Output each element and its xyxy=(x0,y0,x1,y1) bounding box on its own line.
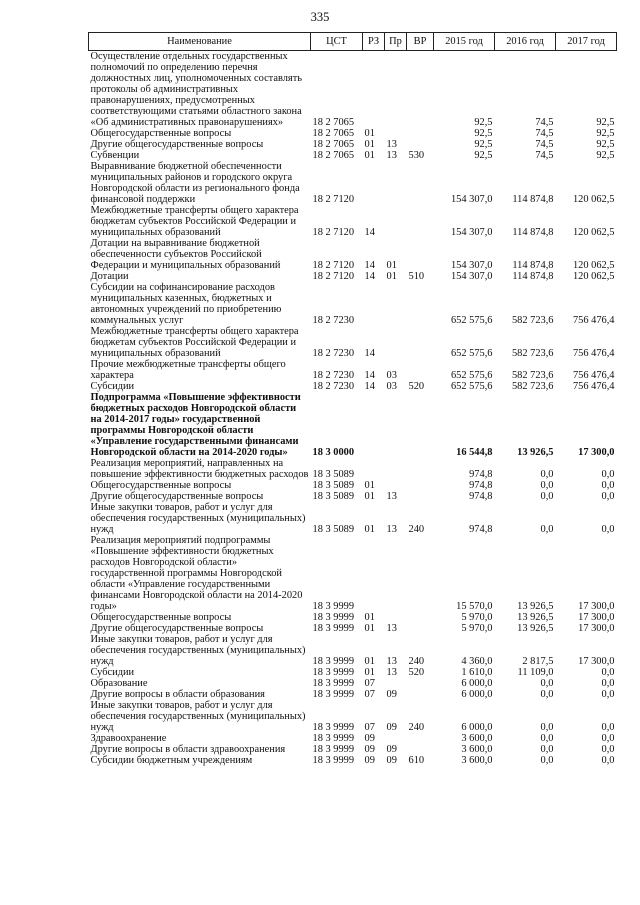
table-row xyxy=(89,381,617,392)
cell-vr: 520 xyxy=(408,667,425,678)
table-row xyxy=(89,271,617,282)
cell-vr xyxy=(407,238,434,271)
cell-code: 18 3 9999 xyxy=(312,733,355,744)
cell-vr xyxy=(407,128,434,139)
cell-vr xyxy=(407,51,434,129)
cell-y2015: 16 544,8 xyxy=(456,447,493,458)
cell-vr: 240 xyxy=(408,524,425,535)
cell-y2015: 3 600,0 xyxy=(461,755,493,766)
cell-y2017: 120 062,5 xyxy=(572,194,615,205)
cell-y2015: 92,5 xyxy=(474,117,493,128)
cell-name: Субсидии xyxy=(90,667,135,678)
cell-name: Общегосударственные вопросы xyxy=(90,612,232,623)
cell-y2015: 974,8 xyxy=(469,469,493,480)
cell-rz: 14 xyxy=(364,348,375,359)
cell-name: Другие общегосударственные вопросы xyxy=(90,491,264,502)
cell-vr xyxy=(407,480,434,491)
cell-y2017: 0,0 xyxy=(601,480,615,491)
cell-name: Общегосударственные вопросы xyxy=(90,128,232,139)
cell-vr xyxy=(407,744,434,755)
cell-y2015: 92,5 xyxy=(474,128,493,139)
cell-name: Иные закупки товаров, работ и услуг для обеспечения государственных (муниципальных) нужд xyxy=(90,700,306,733)
cell-y2015: 974,8 xyxy=(469,480,493,491)
cell-y2017: 0,0 xyxy=(601,667,615,678)
cell-y2017: 0,0 xyxy=(601,491,615,502)
cell-pr: 13 xyxy=(386,667,397,678)
cell-y2015: 15 570,0 xyxy=(456,601,493,612)
table-row xyxy=(89,755,617,766)
budget-table xyxy=(88,32,617,766)
table-row xyxy=(89,458,617,480)
cell-vr: 240 xyxy=(408,656,425,667)
cell-y2015: 5 970,0 xyxy=(461,612,493,623)
cell-name: Другие общегосударственные вопросы xyxy=(90,139,264,150)
header-2015: 2015 год xyxy=(434,33,495,51)
header-vr: ВР xyxy=(407,33,434,51)
cell-y2017: 0,0 xyxy=(601,689,615,700)
cell-y2015: 1 610,0 xyxy=(461,667,493,678)
table-row xyxy=(89,161,617,205)
cell-y2016: 74,5 xyxy=(535,139,554,150)
cell-y2017: 92,5 xyxy=(596,128,615,139)
cell-code: 18 3 9999 xyxy=(312,755,355,766)
cell-rz xyxy=(363,535,385,612)
cell-name: Иные закупки товаров, работ и услуг для обеспечения государственных (муниципальных) нужд xyxy=(90,634,306,667)
table-row xyxy=(89,359,617,381)
cell-y2017: 17 300,0 xyxy=(578,601,615,612)
cell-vr xyxy=(407,392,434,458)
cell-rz: 07 xyxy=(364,722,375,733)
cell-name: Межбюджетные трансферты общего характера бюджетам субъектов Российской Федерации и муниципальных образований xyxy=(90,205,299,238)
cell-rz: 07 xyxy=(364,678,375,689)
cell-code: 18 3 9999 xyxy=(312,667,355,678)
cell-pr xyxy=(385,733,407,744)
cell-y2016: 2 817,5 xyxy=(522,656,554,667)
table-row xyxy=(89,150,617,161)
table-row xyxy=(89,51,617,129)
cell-rz xyxy=(363,51,385,129)
table-row xyxy=(89,744,617,755)
cell-y2017: 120 062,5 xyxy=(572,227,615,238)
cell-pr xyxy=(385,161,407,205)
table-row xyxy=(89,535,617,612)
cell-y2015: 5 970,0 xyxy=(461,623,493,634)
table-row xyxy=(89,238,617,271)
cell-y2015: 3 600,0 xyxy=(461,733,493,744)
cell-rz: 14 xyxy=(364,370,375,381)
cell-vr xyxy=(407,458,434,480)
cell-rz: 14 xyxy=(364,260,375,271)
cell-pr xyxy=(385,458,407,480)
cell-y2016: 114 874,8 xyxy=(512,260,554,271)
cell-y2016: 13 926,5 xyxy=(517,623,554,634)
cell-name: Субсидии на софинансирование расходов муниципальных казенных, бюджетных и автономных учреждений по приобретению коммунальных услуг xyxy=(90,282,282,326)
cell-vr: 520 xyxy=(408,381,425,392)
table-row xyxy=(89,139,617,150)
cell-y2017: 17 300,0 xyxy=(578,656,615,667)
cell-pr: 09 xyxy=(386,689,397,700)
cell-code: 18 2 7065 xyxy=(312,139,355,150)
table-row xyxy=(89,700,617,733)
cell-pr: 13 xyxy=(386,623,397,634)
cell-y2016: 13 926,5 xyxy=(517,447,554,458)
table-row xyxy=(89,392,617,458)
cell-code: 18 3 9999 xyxy=(312,656,355,667)
page-number: 335 xyxy=(310,10,330,24)
cell-y2017: 17 300,0 xyxy=(578,612,615,623)
table-row xyxy=(89,128,617,139)
cell-pr: 09 xyxy=(386,744,397,755)
cell-name: Иные закупки товаров, работ и услуг для обеспечения государственных (муниципальных) нужд xyxy=(90,502,306,535)
cell-rz xyxy=(363,392,385,458)
cell-y2016: 0,0 xyxy=(540,469,554,480)
cell-name: Другие вопросы в области образования xyxy=(90,689,265,700)
cell-y2017: 17 300,0 xyxy=(578,447,615,458)
cell-y2015: 92,5 xyxy=(474,139,493,150)
cell-pr: 13 xyxy=(386,491,397,502)
cell-name: Здравоохранение xyxy=(90,733,167,744)
cell-y2017: 756 476,4 xyxy=(572,315,615,326)
cell-name: Субсидии бюджетным учреждениям xyxy=(90,755,253,766)
table-row xyxy=(89,667,617,678)
cell-y2017: 92,5 xyxy=(596,139,615,150)
cell-y2016: 74,5 xyxy=(535,150,554,161)
cell-pr: 13 xyxy=(386,150,397,161)
cell-name: Осуществление отдельных государственных полномочий по определению перечня должностных лиц, уполномоченных составлять протоколы об административных правонарушениях, предусмотренных соответствующими статьями областного закона «Об административных правонарушениях» xyxy=(90,51,302,128)
cell-code: 18 2 7230 xyxy=(312,370,355,381)
cell-y2016: 582 723,6 xyxy=(511,381,554,392)
table-row xyxy=(89,480,617,491)
cell-y2015: 154 307,0 xyxy=(450,194,493,205)
cell-code: 18 2 7120 xyxy=(312,194,355,205)
cell-code: 18 2 7230 xyxy=(312,315,355,326)
cell-code: 18 2 7065 xyxy=(312,128,355,139)
cell-y2016: 114 874,8 xyxy=(512,271,554,282)
table-body xyxy=(89,51,617,767)
cell-code: 18 3 9999 xyxy=(312,678,355,689)
cell-name: Дотации xyxy=(90,271,129,282)
cell-code: 18 2 7230 xyxy=(312,348,355,359)
cell-name: Другие вопросы в области здравоохранения xyxy=(90,744,286,755)
cell-y2016: 0,0 xyxy=(540,733,554,744)
table-row xyxy=(89,678,617,689)
cell-pr xyxy=(385,51,407,129)
cell-pr xyxy=(385,535,407,612)
cell-y2016: 582 723,6 xyxy=(511,370,554,381)
cell-code: 18 3 5089 xyxy=(312,480,355,491)
cell-code: 18 3 9999 xyxy=(312,601,355,612)
cell-y2017: 92,5 xyxy=(596,150,615,161)
cell-y2015: 6 000,0 xyxy=(461,689,493,700)
cell-rz: 01 xyxy=(364,139,375,150)
cell-rz: 01 xyxy=(364,524,375,535)
cell-name: Другие общегосударственные вопросы xyxy=(90,623,264,634)
cell-pr xyxy=(385,612,407,623)
cell-y2017: 0,0 xyxy=(601,733,615,744)
cell-vr xyxy=(407,161,434,205)
header-rz: РЗ xyxy=(363,33,385,51)
cell-pr: 03 xyxy=(386,370,397,381)
cell-rz: 09 xyxy=(364,744,375,755)
cell-vr xyxy=(407,205,434,238)
cell-rz xyxy=(363,282,385,326)
cell-rz: 07 xyxy=(364,689,375,700)
header-pr: Пр xyxy=(385,33,407,51)
cell-y2016: 74,5 xyxy=(535,128,554,139)
cell-vr xyxy=(407,612,434,623)
cell-rz: 09 xyxy=(364,755,375,766)
cell-y2017: 756 476,4 xyxy=(572,381,615,392)
cell-y2017: 0,0 xyxy=(601,722,615,733)
cell-name: Дотации на выравнивание бюджетной обеспеченности субъектов Российской Федерации и муниципальных образований xyxy=(90,238,281,271)
cell-pr xyxy=(385,128,407,139)
cell-y2015: 6 000,0 xyxy=(461,722,493,733)
cell-y2017: 0,0 xyxy=(601,755,615,766)
cell-name: Выравнивание бюджетной обеспеченности муниципальных районов и городского округа Новгородской области из регионального фонда финансовой поддержки xyxy=(90,161,300,205)
cell-name: Подпрограмма «Повышение эффективности бюджетных расходов Новгородской области на 2014-2017 годы» государственной программы Новгородской области «Управление государственными финансами Новгородской области на 2014-2020 годы» xyxy=(90,392,301,458)
table-row xyxy=(89,634,617,667)
cell-rz: 01 xyxy=(364,128,375,139)
cell-pr: 13 xyxy=(386,139,397,150)
header-name: Наименование xyxy=(89,33,311,51)
cell-y2016: 74,5 xyxy=(535,117,554,128)
cell-pr xyxy=(385,326,407,359)
cell-y2017: 120 062,5 xyxy=(572,260,615,271)
cell-y2015: 652 575,6 xyxy=(450,315,493,326)
cell-rz: 01 xyxy=(364,656,375,667)
cell-vr xyxy=(407,623,434,634)
header-code: ЦСТ xyxy=(311,33,363,51)
table-row xyxy=(89,623,617,634)
cell-name: Реализация мероприятий подпрограммы «Повышение эффективности бюджетных расходов Новгородской области» государственной программы Новгородской области «Управление государственными финансами Новгородской области на 2014-2020 годы» xyxy=(90,535,303,612)
cell-rz: 14 xyxy=(364,227,375,238)
cell-vr xyxy=(407,282,434,326)
cell-y2015: 6 000,0 xyxy=(461,678,493,689)
cell-vr xyxy=(407,359,434,381)
cell-name: Реализация мероприятий, направленных на повышение эффективности бюджетных расходов xyxy=(90,458,309,480)
cell-code: 18 3 5089 xyxy=(312,524,355,535)
cell-pr xyxy=(385,678,407,689)
cell-code: 18 2 7120 xyxy=(312,260,355,271)
cell-pr xyxy=(385,480,407,491)
cell-rz: 01 xyxy=(364,623,375,634)
cell-code: 18 3 0000 xyxy=(312,447,355,458)
cell-rz: 01 xyxy=(364,150,375,161)
cell-code: 18 3 9999 xyxy=(312,623,355,634)
cell-pr: 03 xyxy=(386,381,397,392)
cell-y2016: 0,0 xyxy=(540,678,554,689)
cell-y2017: 0,0 xyxy=(601,524,615,535)
cell-y2017: 756 476,4 xyxy=(572,370,615,381)
cell-y2017: 120 062,5 xyxy=(572,271,615,282)
cell-y2016: 0,0 xyxy=(540,744,554,755)
cell-name: Образование xyxy=(90,678,148,689)
cell-y2015: 4 360,0 xyxy=(461,656,493,667)
cell-pr xyxy=(385,392,407,458)
cell-y2017: 0,0 xyxy=(601,678,615,689)
table-row xyxy=(89,612,617,623)
table-row xyxy=(89,282,617,326)
table-row xyxy=(89,733,617,744)
cell-y2015: 652 575,6 xyxy=(450,381,493,392)
cell-rz: 01 xyxy=(364,480,375,491)
cell-y2015: 974,8 xyxy=(469,524,493,535)
cell-y2016: 0,0 xyxy=(540,491,554,502)
cell-code: 18 3 5089 xyxy=(312,491,355,502)
cell-code: 18 2 7120 xyxy=(312,227,355,238)
cell-code: 18 2 7230 xyxy=(312,381,355,392)
cell-y2015: 154 307,0 xyxy=(450,271,493,282)
cell-rz xyxy=(363,161,385,205)
cell-code: 18 3 9999 xyxy=(312,722,355,733)
cell-pr: 01 xyxy=(386,271,397,282)
cell-y2015: 154 307,0 xyxy=(450,227,493,238)
cell-y2016: 582 723,6 xyxy=(511,348,554,359)
cell-y2016: 11 109,0 xyxy=(517,667,554,678)
cell-y2017: 756 476,4 xyxy=(572,348,615,359)
cell-name: Межбюджетные трансферты общего характера бюджетам субъектов Российской Федерации и муниципальных образований xyxy=(90,326,299,359)
cell-y2017: 92,5 xyxy=(596,117,615,128)
cell-y2015: 974,8 xyxy=(469,491,493,502)
cell-pr: 13 xyxy=(386,524,397,535)
cell-pr: 09 xyxy=(386,755,397,766)
cell-vr xyxy=(407,139,434,150)
cell-name: Общегосударственные вопросы xyxy=(90,480,232,491)
cell-y2015: 652 575,6 xyxy=(450,348,493,359)
table-header xyxy=(89,33,617,51)
cell-y2017: 17 300,0 xyxy=(578,623,615,634)
cell-y2016: 0,0 xyxy=(540,722,554,733)
table-row xyxy=(89,205,617,238)
cell-code: 18 2 7120 xyxy=(312,271,355,282)
header-2016: 2016 год xyxy=(495,33,556,51)
cell-rz: 14 xyxy=(364,271,375,282)
cell-code: 18 2 7065 xyxy=(312,117,355,128)
cell-y2016: 13 926,5 xyxy=(517,601,554,612)
cell-vr xyxy=(407,326,434,359)
cell-vr xyxy=(407,678,434,689)
cell-code: 18 2 7065 xyxy=(312,150,355,161)
cell-y2017: 0,0 xyxy=(601,744,615,755)
table-row xyxy=(89,491,617,502)
table-row xyxy=(89,689,617,700)
cell-y2016: 0,0 xyxy=(540,689,554,700)
cell-name: Субсидии xyxy=(90,381,135,392)
header-2017: 2017 год xyxy=(556,33,617,51)
cell-pr: 01 xyxy=(386,260,397,271)
cell-vr: 610 xyxy=(408,755,425,766)
cell-pr xyxy=(385,282,407,326)
cell-vr xyxy=(407,689,434,700)
cell-y2015: 154 307,0 xyxy=(450,260,493,271)
cell-pr xyxy=(385,205,407,238)
cell-y2016: 0,0 xyxy=(540,480,554,491)
cell-vr xyxy=(407,535,434,612)
cell-vr xyxy=(407,733,434,744)
cell-y2015: 652 575,6 xyxy=(450,370,493,381)
cell-y2016: 13 926,5 xyxy=(517,612,554,623)
cell-y2016: 114 874,8 xyxy=(512,194,554,205)
table-row xyxy=(89,502,617,535)
cell-y2015: 92,5 xyxy=(474,150,493,161)
cell-rz: 01 xyxy=(364,612,375,623)
cell-y2016: 0,0 xyxy=(540,524,554,535)
cell-code: 18 3 9999 xyxy=(312,744,355,755)
cell-vr: 510 xyxy=(408,271,425,282)
cell-y2016: 582 723,6 xyxy=(511,315,554,326)
cell-rz: 09 xyxy=(364,733,375,744)
cell-rz: 01 xyxy=(364,491,375,502)
cell-y2016: 0,0 xyxy=(540,755,554,766)
cell-y2016: 114 874,8 xyxy=(512,227,554,238)
cell-name: Прочие межбюджетные трансферты общего характера xyxy=(90,359,286,381)
cell-rz xyxy=(363,458,385,480)
cell-pr: 13 xyxy=(386,656,397,667)
cell-y2015: 3 600,0 xyxy=(461,744,493,755)
cell-name: Субвенции xyxy=(90,150,140,161)
cell-vr xyxy=(407,491,434,502)
cell-code: 18 3 9999 xyxy=(312,689,355,700)
cell-vr: 530 xyxy=(408,150,425,161)
cell-code: 18 3 5089 xyxy=(312,469,355,480)
cell-rz: 14 xyxy=(364,381,375,392)
cell-vr: 240 xyxy=(408,722,425,733)
table-row xyxy=(89,326,617,359)
cell-rz: 01 xyxy=(364,667,375,678)
cell-pr: 09 xyxy=(386,722,397,733)
cell-y2017: 0,0 xyxy=(601,469,615,480)
cell-code: 18 3 9999 xyxy=(312,612,355,623)
